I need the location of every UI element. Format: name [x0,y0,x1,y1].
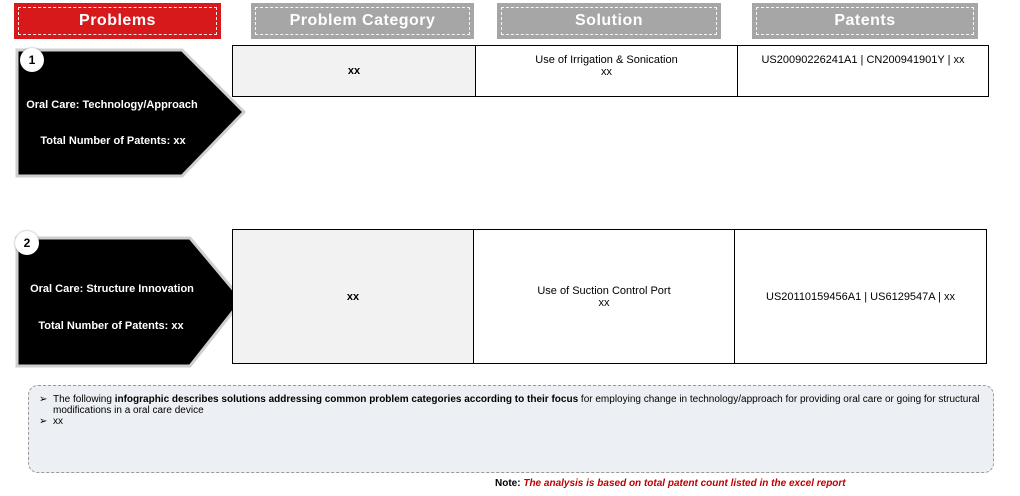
notes-bullet-1-text: The following infographic describes solutions addressing common problem categories according to their focus for employing change in technology/approach for providing oral care or going for structural modifications in a oral care device [53,394,980,416]
header-patents-label: Patents [834,12,896,29]
problem-1-total: Total Number of Patents: xx [40,135,186,147]
header-solution [497,3,721,39]
problem-1-title: Oral Care: Technology/Approach [26,99,198,111]
row-1-table [232,45,989,97]
problem-2-total: Total Number of Patents: xx [38,320,184,332]
notes-bullet-2-text: xx [53,416,63,427]
row-1-solution-title: Use of Irrigation & Sonication [535,54,678,66]
problem-2-title: Oral Care: Structure Innovation [30,283,194,295]
row-1-category-cell [233,46,476,96]
row-1-solution-cell [476,46,738,96]
footer-note [495,478,846,489]
notes-box [28,385,994,473]
row-2-category-cell [233,230,474,363]
row-2-solution-value: xx [598,296,610,309]
bullet-arrow-icon: ➢ [39,394,48,405]
problem-1-number-badge: 1 [20,48,44,72]
row-2-patents: US20110159456A1 | US6129547A | xx [766,290,955,303]
header-solution-label: Solution [575,12,643,29]
row-1-patents-cell [738,46,988,96]
row-2-solution-cell [474,230,735,363]
header-problem-category [251,3,474,39]
footer-note-label: Note: [495,478,521,489]
footer-note-text: The analysis is based on total patent count listed in the excel report [523,478,846,489]
row-1-category: xx [347,65,361,77]
header-problems-label: Problems [79,12,156,29]
problem-2-number-badge: 2 [15,231,39,255]
bullet-arrow-icon: ➢ [39,416,48,427]
notes-bullet-2 [39,416,983,427]
notes-bullet-1 [39,394,983,416]
row-1-patents: US20090226241A1 | CN200941901Y | xx [761,54,965,66]
row-2-category: xx [346,290,360,303]
problem-arrow-1 [12,46,248,180]
row-2-table [232,229,987,364]
header-patents [752,3,978,39]
row-2-patents-cell [735,230,986,363]
row-2-solution-title: Use of Suction Control Port [537,284,671,297]
header-category-label: Problem Category [289,12,436,29]
problem-arrow-2 [12,234,248,370]
header-problems [14,3,221,39]
row-1-solution-value: xx [601,66,612,78]
